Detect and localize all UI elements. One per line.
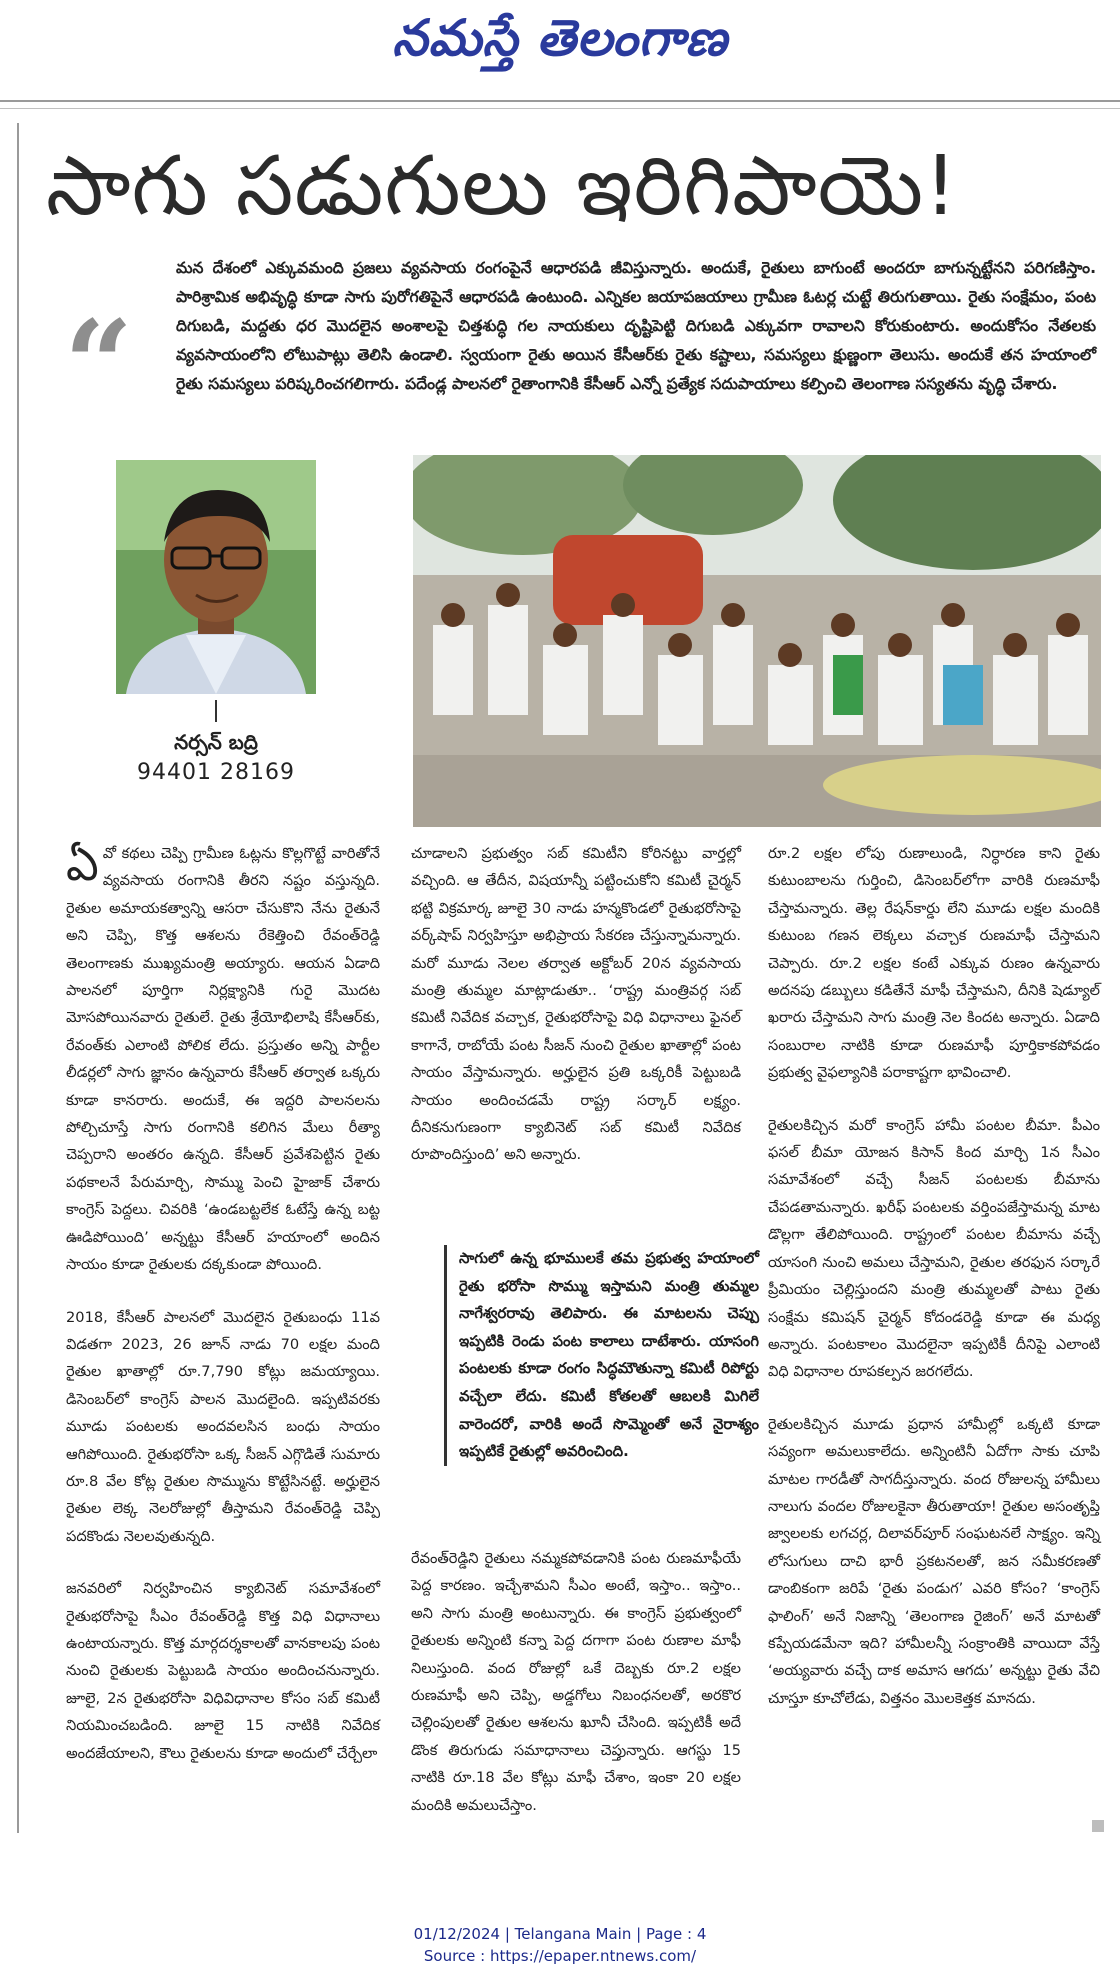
news-photo-farmers-protest: [413, 455, 1101, 827]
col1-paragraph-2: 2018, కేసీఆర్ పాలనలో మొదలైన రైతుబంధు 11వ విడతగా 2023, 26 జూన్ నాడు 70 లక్షల మంది రైతుల ఖాతాల్లో రూ.7,790 కోట్లు జమయ్యాయి. డిసెంబర్‌లో కాంగ్రెస్ పాలన మొదలైంది. ఇప్పటివరకు మూడు పంటలకు అందవలసిన బంధు సాయం ఆగిపోయింది. రైతుభరోసా ఒక్క సీజన్ ఎగ్గొడితే సుమారు రూ.8 వేల కోట్ల రైతుల సొమ్మును కొట్టేసినట్టే. అర్హులైన రైతుల లెక్క నెలరోజుల్లో తీస్తామని రేవంత్‌రెడ్డి చెప్పి పదకొండు నెలలవుతున్నది.: [66, 1308, 380, 1545]
pull-quote: సాగులో ఉన్న భూములకే తమ ప్రభుత్వ హయాంలో రైతు భరోసా సొమ్ము ఇస్తామని మంత్రి తుమ్మల నాగేశ్వరరావు తెలిపారు. ఈ మాటలను చెప్పు ఇప్పటికి రెండు పంట కాలాలు దాటేశారు. యాసంగి పంటలకు కూడా రంగం సిద్ధమౌతున్నా కమిటీ రిపోర్టు వచ్చేలా లేదు. కమిటీ కోతలతో ఆబలకి మిగిలే వారెందరో, వారికి అందే సొమ్మెంతో అనే నైరాశ్యం ఇప్పటికే రైతుల్లో అవరించింది.: [444, 1245, 759, 1466]
col3-paragraph-2: రైతులకిచ్చిన మరో కాంగ్రెస్ హామీ పంటల బీమా. పీఎం ఫసల్ బీమా యోజన కిసాన్ కింద మార్చి 1న సీఎం సమావేశంలో వచ్చే సీజన్ పంటలకు బీమాను చేపడతామన్నారు. ఖరీఫ్ పంటలకు వర్తింపజేస్తామన్న మాట డొల్లగా తేలిపోయింది. రాష్ట్రంలో పంటల బీమాను వచ్చే యాసంగి నుంచి అమలు చేస్తామని, రైతుల తరఫున సర్కారే ప్రీమియం చెల్లిస్తుందని మంత్రి తుమ్మలతో పాటు రైతు సంక్షేమ కమిషన్ చైర్మన్ కోదండరెడ్డి కూడా ఈ మధ్య అన్నారు. పంటకాలం మొదలైనా ఇప్పటికీ దీనిపై ఎలాంటి విధి విధానాల రూపకల్పన జరగలేదు.: [768, 1116, 1100, 1381]
masthead-title: నమస్తే తెలంగాణ: [392, 8, 728, 67]
col1-paragraph-3: జనవరిలో నిర్వహించిన క్యాబినెట్ సమావేశంలో రైతుభరోసాపై సీఎం రేవంత్‌రెడ్డి కొత్త విధి విధానాలు ఉంటాయన్నారు. కొత్త మార్గదర్శకాలతో వానకాలపు పంట నుంచి రైతులకు పెట్టుబడి సాయం అందించనున్నారు. జూలై, 2న రైతుభరోసా విధివిధానాల కోసం సబ్ కమిటీ నియమించబడింది. జూలై 15 నాటికి నివేదిక అందజేయాలని, కౌలు రైతులను కూడా అందులో చేర్చేలా: [66, 1580, 380, 1762]
intro-paragraph: మన దేశంలో ఎక్కువమంది ప్రజలు వ్యవసాయ రంగంపైనే ఆధారపడి జీవిస్తున్నారు. అందుకే, రైతులు బాగుంటే అందరూ బాగున్నట్టేనని పరిగణిస్తాం. పారిశ్రామిక అభివృద్ధి కూడా సాగు పురోగతిపైనే ఆధారపడి ఉంటుంది. ఎన్నికల జయాపజయాలు గ్రామీణ ఓటర్ల చుట్టే తిరుగుతాయి. రైతు సంక్షేమం, పంట దిగుబడి, మద్దతు ధర మొదలైన అంశాలపై చిత్తశుద్ధి గల నాయకులు దృష్టిపెట్టి దిగుబడి ఎక్కువగా రావాలని కోరుకుంటారు. అందుకోసం నేతలకు వ్యవసాయంలోని లోటుపాట్లు తెలిసి ఉండాలి. స్వయంగా రైతు అయిన కేసీఆర్‌కు రైతు కష్టాలు, సమస్యలు క్షుణ్ణంగా తెలుసు. అందుకే తన హయాంలో రైతు సమస్యలు పరిష్కరించగలిగారు. పదేండ్ల పాలనలో రైతాంగానికి కేసీఆర్ ఎన్నో ప్రత్యేక సదుపాయాలు కల్పించి తెలంగాణ సస్యతను వృద్ధి చేశారు.: [176, 259, 1096, 393]
author-name: నర్సన్ బద్రి: [174, 730, 258, 754]
author-portrait: [116, 460, 316, 694]
article-column-2-continued: [411, 1545, 741, 1844]
dropcap: ఏ: [66, 837, 99, 891]
col3-paragraph-1: రూ.2 లక్షల లోపు రుణాలుండి, నిర్ధారణ కాని రైతు కుటుంబాలను గుర్తించి, డిసెంబర్‌లోగా వారికి రుణమాఫీ చేస్తామన్నారు. తెల్ల రేషన్‌కార్డు లేని మూడు లక్షల మందికి కుటుంబ గణన లెక్కలు వచ్చాక రుణమాఫీ చేస్తామని చెప్పారు. రూ.2 లక్షల కంటే ఎక్కువ రుణం ఉన్నవారు అదనపు డబ్బులు కడితేనే మాఫీ చేస్తామని, దీనికి షెడ్యూల్ ఖరారు చేస్తామని సాగు మంత్రి నెల కిందట అన్నారు. ఏడాది సంబురాల నాటికి కూడా రుణమాఫీ పూర్తికాకపోవడం ప్రభుత్వ వైఫల్యానికి పరాకాష్టగా భావించాలి.: [768, 845, 1100, 1082]
col1-paragraph-1: [66, 837, 380, 1279]
footer-source-link[interactable]: Source : https://epaper.ntnews.com/: [423, 1947, 697, 1965]
footer-edition-line: 01/12/2024 | Telangana Main | Page : 4: [413, 1925, 707, 1943]
left-column-rule: [17, 123, 19, 1833]
masthead-rule: [0, 100, 1120, 102]
article-column-1: [66, 837, 380, 1792]
end-mark: [1092, 1820, 1104, 1832]
author-phone: 94401 28169: [137, 760, 295, 785]
headline: సాగు సడుగులు ఇరిగిపాయె!: [46, 139, 958, 234]
quote-mark-icon: “: [64, 294, 134, 435]
col1-paragraph-1-text: వో కథలు చెప్పి గ్రామీణ ఓట్లను కొల్లగొట్టే వారితోనే వ్యవసాయ రంగానికి తీరని నష్టం వస్తున్నది. రైతుల అమాయకత్వాన్ని ఆసరా చేసుకొని నేను రైతునే అని చెప్పి, కొత్త ఆశలను రేకెత్తించి రేవంత్‌రెడ్డి తెలంగాణకు ముఖ్యమంత్రి అయ్యారు. ఆయన ఏడాది పాలనలో పూర్తిగా నిర్లక్ష్యానికి గురై మొదట మోసపోయినవారు రైతులే. రైతు శ్రేయోభిలాషి కేసీఆర్‌కు, రేవంత్‌కు ఎలాంటి పోలిక లేదు. ప్రస్తుతం అన్ని పార్టీల లీడర్లలో సాగు జ్ఞానం ఉన్నవారు కేసీఆర్ తర్వాత ఒక్కరు కూడా కానరారు. అందుకే, ఈ ఇద్దరి పాలనలను పోల్చిచూస్తే సాగు రంగానికి కలిగిన మేలు రీత్యా చెప్పరాని అంతరం ఉన్నది. కేసీఆర్ ప్రవేశపెట్టిన రైతు పథకాలనే పేరుమార్చి, సొమ్ము పెంచి హైజాక్ చేశారు కాంగ్రెస్ పెద్దలు. చివరికి ‘ఉండబట్టలేక ఓటేస్తే ఉన్న బట్ట ఊడిపోయింది’ అన్నట్టు కేసీఆర్ హయాంలో అందిన సాయం కూడా రైతులకు దక్కకుండా పోయింది.: [66, 845, 380, 1274]
col2-paragraph-2: రేవంత్‌రెడ్డిని రైతులు నమ్మకపోవడానికి పంట రుణమాఫీయే పెద్ద కారణం. ఇచ్చేశామని సీఎం అంటే, ఇస్తాం.. ఇస్తాం.. అని సాగు మంత్రి అంటున్నారు. ఈ కాంగ్రెస్ ప్రభుత్వంలో రైతులకు అన్నింటి కన్నా పెద్ద దగాగా పంట రుణాల మాఫీ నిలుస్తుంది. వంద రోజుల్లో ఒకే దెబ్బకు రూ.2 లక్షల రుణమాఫీ అని చెప్పి, అడ్డగోలు నిబంధనలతో, అరకొర చెల్లింపులతో రైతుల ఆశలను ఖూనీ చేసింది. ఇప్పటికీ అదే డొంక తిరుగుడు సమాధానాలు చెప్తున్నారు. ఆగస్టు 15 నాటికి రూ.18 వేల కోట్లు మాఫీ చేశాం, ఇంకా 20 లక్షల మందికి అమలుచేస్తాం.: [411, 1550, 741, 1814]
masthead: [0, 0, 1120, 110]
masthead-rule-thin: [0, 108, 1120, 109]
article-column-2: [411, 840, 741, 1194]
col2-paragraph-1: చూడాలని ప్రభుత్వం సబ్ కమిటీని కోరినట్టు వార్తల్లో వచ్చింది. ఆ తేదీన, విషయాన్నీ పట్టించుకోని కమిటీ చైర్మన్ భట్టి విక్రమార్క జూలై 30 నాడు హన్మకొండలో రైతుభరోసాపై వర్క్‌షాప్ నిర్వహిస్తూ అభిప్రాయ సేకరణ చేస్తున్నామన్నారు. మరో మూడు నెలల తర్వాత అక్టోబర్ 20న వ్యవసాయ మంత్రి తుమ్మల మాట్లాడుతూ.. ‘రాష్ట్ర మంత్రివర్గ సబ్ కమిటీ నివేదిక వచ్చాక, రైతుభరోసాపై విధి విధానాలు ఫైనల్ కాగానే, రాబోయే పంట సీజన్ నుంచి రైతుల ఖాతాల్లో పంట సాయం వేస్తామన్నారు. అర్హులైన ప్రతి ఒక్కరికీ పెట్టుబడి సాయం అందించడమే రాష్ట్ర సర్కార్ లక్ష్యం. దీనికనుగుణంగా క్యాబినెట్ సబ్ కమిటీ నివేదిక రూపొందిస్తుంది’ అని అన్నారు.: [411, 845, 741, 1164]
author-divider: [215, 700, 217, 722]
article-column-3: [768, 840, 1100, 1737]
col3-paragraph-3: రైతులకిచ్చిన మూడు ప్రధాన హామీల్లో ఒక్కటి కూడా సవ్యంగా అమలుకాలేదు. అన్నింటినీ ఏదోగా సాకు చూపి మాటల గారడీతో సాగదీస్తున్నారు. వంద రోజులన్న హామీలు నాలుగు వందల రోజులకైనా తీరుతాయా! రైతుల అసంతృప్తి జ్వాలలకు లగచర్ల, దిలావర్‌పూర్ సంఘటనలే సాక్ష్యం. ఇన్ని లోసుగులు దాచి భారీ ప్రకటనలతో, జన సమీకరణతో డాంబికంగా జరిపే ‘రైతు పండుగ’ ఎవరి కోసం? ‘కాంగ్రెస్ ఫాలింగ్’ అనే నిజాన్ని ‘తెలంగాణ రైజింగ్’ అనే మాటతో కప్పేయడమేనా ఇది? హామీలన్నీ సంక్రాంతికి వాయిదా వేస్తే ‘అయ్యవారు వచ్చే దాక అమాస ఆగదు’ అన్నట్టు రైతు వేచి చూస్తూ కూచోలేడు, విత్తనం మొలకెత్తక మానదు.: [768, 1415, 1100, 1707]
